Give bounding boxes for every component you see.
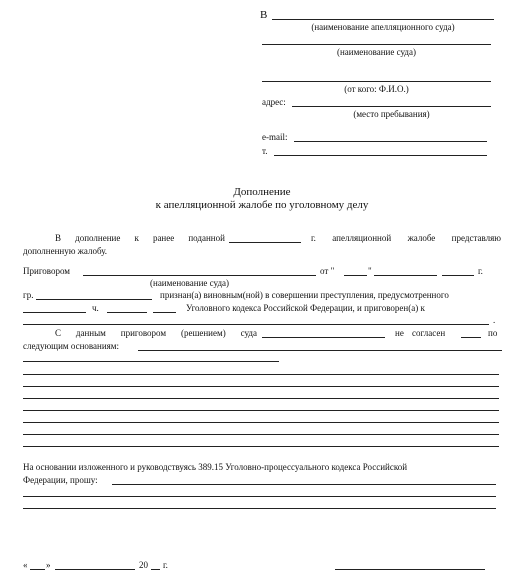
- blank-line-1: [23, 374, 499, 375]
- title-line1: Дополнение: [233, 186, 291, 198]
- part-line: [107, 312, 147, 313]
- date-year-line: [151, 569, 160, 570]
- date-close: »: [46, 560, 51, 570]
- verdict-court-line: [83, 275, 316, 276]
- request-line-3: [23, 508, 496, 509]
- request-line-1: [112, 484, 496, 485]
- date-year-suffix: г.: [163, 560, 168, 570]
- title-line2: к апелляционной жалобе по уголовному делу: [155, 199, 369, 211]
- email-label: e-mail:: [262, 132, 288, 142]
- blank-line-2: [23, 386, 499, 387]
- date-day-line: [30, 569, 45, 570]
- disagree-no: не: [395, 328, 404, 338]
- court-line: [262, 44, 491, 45]
- phone-label: т.: [262, 146, 268, 156]
- verdict-from: от ": [320, 266, 335, 276]
- blank-line-6: [23, 434, 499, 435]
- request-label: Федерации, прошу:: [23, 475, 98, 485]
- blank-line-7: [23, 446, 499, 447]
- paragraph-line: [153, 312, 176, 313]
- grounds-line-2: [23, 361, 279, 362]
- phone-line: [274, 155, 487, 156]
- period-mark: .: [493, 315, 496, 325]
- disagree-court-line: [262, 337, 385, 338]
- address-label: адрес:: [262, 97, 286, 107]
- appeal-court-caption: (наименование апелляционного суда): [311, 22, 455, 32]
- p1-line2: дополненную жалобу.: [23, 246, 108, 256]
- article-line: [23, 312, 86, 313]
- blank-line-5: [23, 422, 499, 423]
- grounds-line: [138, 350, 502, 351]
- citizen-name-line: [36, 299, 152, 300]
- guilty-text: признан(а) виновным(ной) в совершении преступления, предусмотренного: [160, 290, 449, 300]
- blank-line-3: [23, 398, 499, 399]
- disagree-by: по: [488, 328, 498, 338]
- verdict-day-line: [344, 275, 367, 276]
- request-line-2: [23, 496, 496, 497]
- date-year: 20: [139, 560, 148, 570]
- basis-text: На основании изложенного и руководствуясь 389.15 Уголовно-процессуального кодекса Российской: [23, 462, 408, 472]
- court-caption: (наименование суда): [336, 47, 416, 57]
- verdict-quote: ": [368, 266, 372, 276]
- appeal-court-line: [272, 19, 494, 20]
- citizen-prefix: гр.: [23, 290, 34, 300]
- part-label: ч.: [92, 303, 99, 313]
- p1-date-line: [229, 242, 301, 243]
- p1-tail: г. апелляционной жалобе представляю: [311, 233, 501, 243]
- disagree-agree: согласен: [412, 328, 446, 338]
- p1-words: В дополнение к ранее поданной: [55, 233, 225, 243]
- signature-line: [335, 569, 485, 570]
- court-caption2: (наименование суда): [150, 278, 230, 288]
- code-text: Уголовного кодекса Российской Федерации, и приговорен(а) к: [186, 303, 425, 313]
- verdict-month-line: [374, 275, 437, 276]
- verdict-label: Приговором: [23, 266, 70, 276]
- verdict-year: г.: [478, 266, 483, 276]
- verdict-year-line: [442, 275, 474, 276]
- address-line: [292, 106, 491, 107]
- blank-line-4: [23, 410, 499, 411]
- date-open: «: [23, 560, 28, 570]
- disagree-gender-line: [461, 337, 481, 338]
- to-prefix: В: [260, 9, 268, 21]
- email-line: [294, 141, 487, 142]
- sentence-line: [23, 324, 489, 325]
- from-line: [262, 81, 491, 82]
- from-caption: (от кого: Ф.И.О.): [344, 84, 409, 94]
- grounds-label: следующим основаниям:: [23, 341, 119, 351]
- disagree-words: С данным приговором (решением) суда: [55, 328, 257, 338]
- date-month-line: [55, 569, 135, 570]
- residence-caption: (место пребывания): [353, 109, 430, 119]
